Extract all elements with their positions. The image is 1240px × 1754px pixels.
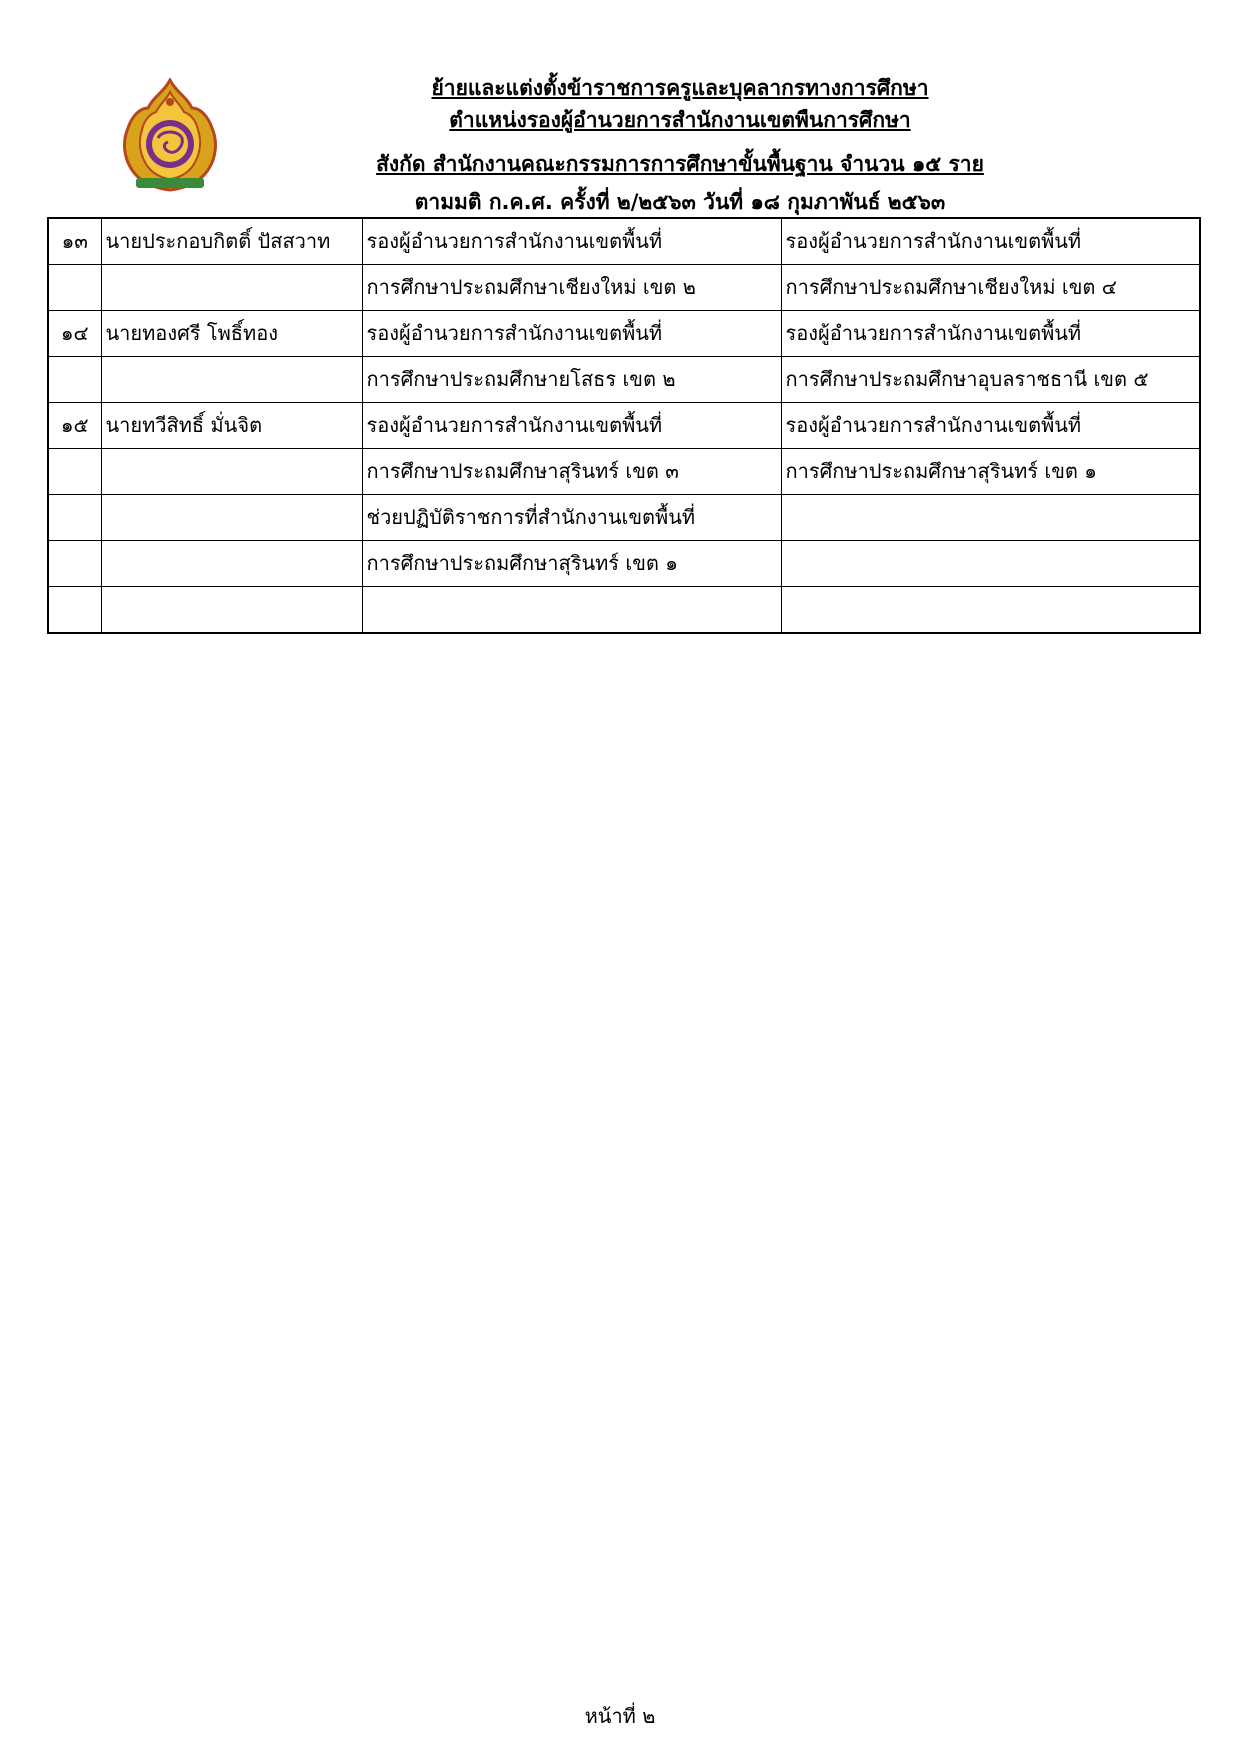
- table-row: [48, 403, 1200, 449]
- row-number: [48, 449, 101, 495]
- table-row: [48, 587, 1200, 634]
- row-number: [48, 357, 101, 403]
- person-name: นายทวีสิทธิ์ มั่นจิต: [101, 403, 362, 449]
- from-position: ช่วยปฏิบัติราชการที่สำนักงานเขตพื้นที่: [362, 495, 781, 541]
- table-row: [48, 218, 1200, 265]
- to-position: รองผู้อำนวยการสำนักงานเขตพื้นที่: [781, 218, 1200, 265]
- row-number: ๑๓: [48, 218, 101, 265]
- doc-title-line-4: ตามมติ ก.ค.ศ. ครั้งที่ ๒/๒๕๖๓ วันที่ ๑๘ กุมภาพันธ์ ๒๕๖๓: [414, 190, 946, 214]
- doc-title-line-1: ย้ายและแต่งตั้งข้าราชการครูและบุคลากรทางการศึกษา: [431, 76, 929, 100]
- row-number: ๑๔: [48, 311, 101, 357]
- from-position: รองผู้อำนวยการสำนักงานเขตพื้นที่: [362, 218, 781, 265]
- to-position: รองผู้อำนวยการสำนักงานเขตพื้นที่: [781, 403, 1200, 449]
- from-position: การศึกษาประถมศึกษาเชียงใหม่ เขต ๒: [362, 265, 781, 311]
- row-number: [48, 495, 101, 541]
- ministry-emblem-icon: [118, 78, 222, 194]
- table-row: [48, 357, 1200, 403]
- from-position: การศึกษาประถมศึกษาสุรินทร์ เขต ๓: [362, 449, 781, 495]
- person-name: [101, 587, 362, 634]
- doc-title-line-2: ตำแหน่งรองผู้อำนวยการสำนักงานเขตพืนการศึกษา: [449, 108, 911, 132]
- row-number: ๑๕: [48, 403, 101, 449]
- person-name: [101, 449, 362, 495]
- from-position: [362, 587, 781, 634]
- row-number: [48, 265, 101, 311]
- from-position: การศึกษาประถมศึกษาสุรินทร์ เขต ๑: [362, 541, 781, 587]
- table-row: [48, 449, 1200, 495]
- to-position: การศึกษาประถมศึกษาสุรินทร์ เขต ๑: [781, 449, 1200, 495]
- from-position: รองผู้อำนวยการสำนักงานเขตพื้นที่: [362, 403, 781, 449]
- table-row: [48, 541, 1200, 587]
- transfer-table: [47, 217, 1201, 634]
- person-name: นายทองศรี โพธิ์ทอง: [101, 311, 362, 357]
- to-position: [781, 587, 1200, 634]
- to-position: การศึกษาประถมศึกษาเชียงใหม่ เขต ๔: [781, 265, 1200, 311]
- row-number: [48, 587, 101, 634]
- person-name: นายประกอบกิตติ์ ปัสสวาท: [101, 218, 362, 265]
- to-position: การศึกษาประถมศึกษาอุบลราชธานี เขต ๕: [781, 357, 1200, 403]
- table-row: [48, 495, 1200, 541]
- from-position: การศึกษาประถมศึกษายโสธร เขต ๒: [362, 357, 781, 403]
- row-number: [48, 541, 101, 587]
- to-position: [781, 541, 1200, 587]
- table-row: [48, 265, 1200, 311]
- to-position: [781, 495, 1200, 541]
- person-name: [101, 357, 362, 403]
- table-row: [48, 311, 1200, 357]
- person-name: [101, 495, 362, 541]
- page-number: หน้าที่ ๒: [584, 1704, 656, 1728]
- doc-title-line-3: สังกัด สำนักงานคณะกรรมการการศึกษาขั้นพื้นฐาน จำนวน ๑๕ ราย: [376, 152, 984, 176]
- person-name: [101, 541, 362, 587]
- from-position: รองผู้อำนวยการสำนักงานเขตพื้นที่: [362, 311, 781, 357]
- person-name: [101, 265, 362, 311]
- to-position: รองผู้อำนวยการสำนักงานเขตพื้นที่: [781, 311, 1200, 357]
